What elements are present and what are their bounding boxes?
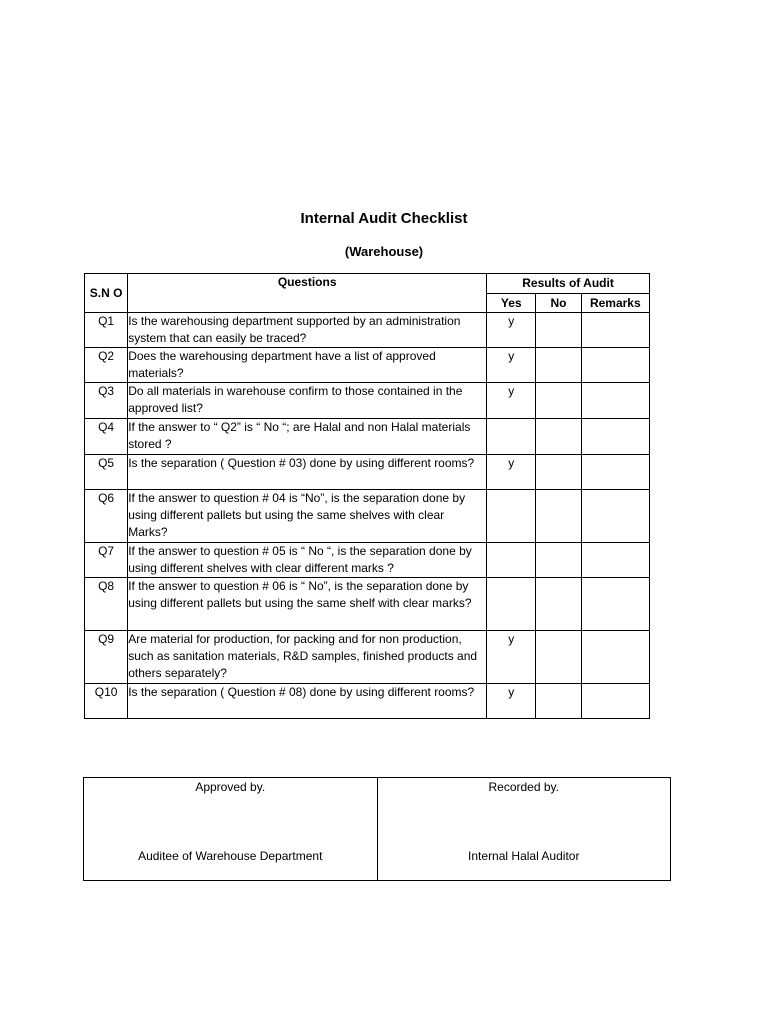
approved-section bbox=[84, 778, 377, 880]
row-yes: y bbox=[487, 631, 536, 684]
table-row bbox=[85, 313, 650, 348]
row-question: Is the separation ( Question # 03) done by using different rooms? bbox=[128, 455, 487, 490]
header-results-of-audit: Results of Audit bbox=[487, 274, 650, 294]
row-sno: Q4 bbox=[85, 419, 128, 455]
row-yes: y bbox=[487, 348, 536, 383]
row-no bbox=[536, 631, 581, 684]
table-row bbox=[85, 631, 650, 684]
audit-checklist-table bbox=[84, 273, 650, 719]
row-question: Do all materials in warehouse confirm to those contained in the approved list? bbox=[128, 383, 487, 419]
table-row bbox=[85, 578, 650, 631]
row-question: Is the separation ( Question # 08) done by using different rooms? bbox=[128, 684, 487, 719]
row-question: Does the warehousing department have a list of approved materials? bbox=[128, 348, 487, 383]
header-no: No bbox=[536, 294, 581, 313]
row-sno: Q9 bbox=[85, 631, 128, 684]
row-question: If the answer to question # 04 is “No”, is the separation done by using different pallets but using the same shelves with clear Marks? bbox=[128, 490, 487, 543]
row-question: If the answer to “ Q2” is “ No “; are Halal and non Halal materials stored ? bbox=[128, 419, 487, 455]
row-no bbox=[536, 348, 581, 383]
recorded-section bbox=[377, 778, 671, 880]
table-row bbox=[85, 684, 650, 719]
table-row bbox=[85, 419, 650, 455]
row-remarks bbox=[581, 543, 649, 578]
recorded-by-label: Recorded by. bbox=[488, 780, 559, 794]
row-sno: Q8 bbox=[85, 578, 128, 631]
signature-box bbox=[83, 777, 671, 881]
row-no bbox=[536, 313, 581, 348]
row-remarks bbox=[581, 348, 649, 383]
header-remarks: Remarks bbox=[581, 294, 649, 313]
row-no bbox=[536, 455, 581, 490]
row-yes bbox=[487, 578, 536, 631]
header-sno: S.N O bbox=[85, 274, 128, 313]
row-no bbox=[536, 578, 581, 631]
row-question: If the answer to question # 05 is “ No “, is the separation done by using different shelves with clear different marks ? bbox=[128, 543, 487, 578]
row-no bbox=[536, 684, 581, 719]
row-sno: Q3 bbox=[85, 383, 128, 419]
row-yes bbox=[487, 543, 536, 578]
row-sno: Q2 bbox=[85, 348, 128, 383]
row-yes: y bbox=[487, 455, 536, 490]
table-row bbox=[85, 543, 650, 578]
document-title: Internal Audit Checklist bbox=[300, 210, 468, 227]
row-sno: Q6 bbox=[85, 490, 128, 543]
approved-by-label: Approved by. bbox=[195, 780, 266, 794]
row-yes: y bbox=[487, 313, 536, 348]
row-yes: y bbox=[487, 684, 536, 719]
row-question: If the answer to question # 06 is “ No”, is the separation done by using different pallets but using the same shelf with clear marks? bbox=[128, 578, 487, 631]
row-remarks bbox=[581, 313, 649, 348]
table-row bbox=[85, 490, 650, 543]
row-sno: Q1 bbox=[85, 313, 128, 348]
row-question: Is the warehousing department supported by an administration system that can easily be traced? bbox=[128, 313, 487, 348]
row-yes: y bbox=[487, 383, 536, 419]
row-remarks bbox=[581, 578, 649, 631]
row-sno: Q5 bbox=[85, 455, 128, 490]
row-remarks bbox=[581, 631, 649, 684]
row-no bbox=[536, 543, 581, 578]
row-no bbox=[536, 419, 581, 455]
row-sno: Q7 bbox=[85, 543, 128, 578]
table-row bbox=[85, 455, 650, 490]
row-remarks bbox=[581, 383, 649, 419]
row-question: Are material for production, for packing and for non production, such as sanitation materials, R&D samples, finished products and others separately? bbox=[128, 631, 487, 684]
document-subtitle: (Warehouse) bbox=[344, 244, 424, 259]
row-sno: Q10 bbox=[85, 684, 128, 719]
row-no bbox=[536, 490, 581, 543]
row-remarks bbox=[581, 455, 649, 490]
header-questions: Questions bbox=[128, 274, 487, 313]
row-remarks bbox=[581, 684, 649, 719]
table-row bbox=[85, 383, 650, 419]
row-yes bbox=[487, 490, 536, 543]
row-yes bbox=[487, 419, 536, 455]
table-row bbox=[85, 348, 650, 383]
auditee-role: Auditee of Warehouse Department bbox=[138, 849, 323, 863]
row-no bbox=[536, 383, 581, 419]
row-remarks bbox=[581, 419, 649, 455]
header-yes: Yes bbox=[487, 294, 536, 313]
auditor-role: Internal Halal Auditor bbox=[468, 849, 580, 863]
row-remarks bbox=[581, 490, 649, 543]
